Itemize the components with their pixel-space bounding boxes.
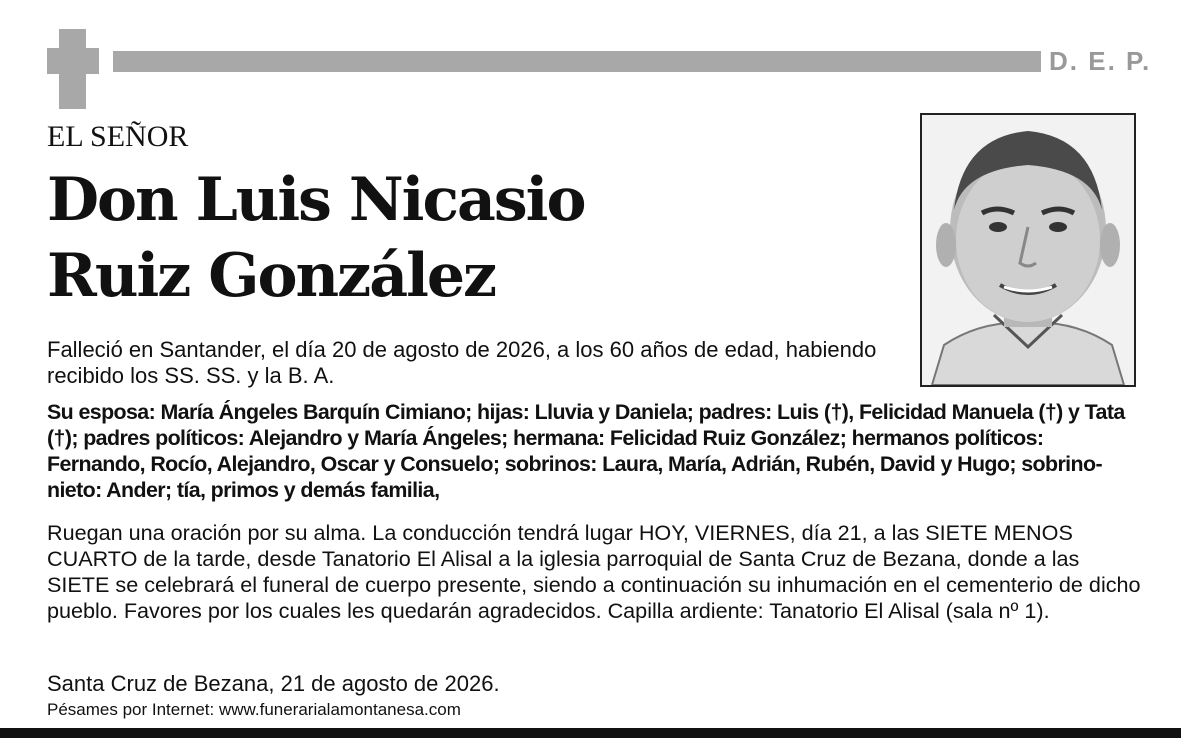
condolences-website: Pésames por Internet: www.funerarialamontanesa.com bbox=[47, 700, 461, 719]
family-list: Su esposa: María Ángeles Barquín Cimiano; hijas: Lluvia y Daniela; padres: Luis (†), Felicidad Manuela (†) y Tata (†); padres políticos: Alejandro y María Ángeles; hermana: Felicidad Ruiz González; hermanos políticos: Fernando, Rocío, Alejandro, Oscar y Consuelo; sobrinos: Laura, María, Adrián, Rubén, David y Hugo; sobrino-nieto: Ander; tía, primos y demás familia, bbox=[47, 400, 1125, 502]
honorific: EL SEÑOR bbox=[47, 120, 189, 153]
header-rule bbox=[113, 51, 1041, 72]
bottom-rule bbox=[0, 728, 1181, 738]
place-and-date: Santa Cruz de Bezana, 21 de agosto de 2026. bbox=[47, 671, 500, 696]
death-notice: Falleció en Santander, el día 20 de agosto de 2026, a los 60 años de edad, habiendo recibido los SS. SS. y la B. A. bbox=[47, 337, 877, 388]
deceased-name-line-2: Ruiz González bbox=[47, 241, 496, 311]
cross-icon-horizontal bbox=[47, 48, 99, 74]
dep-label: D. E. P. bbox=[1049, 46, 1152, 76]
funeral-service-details: Ruegan una oración por su alma. La conducción tendrá lugar HOY, VIERNES, día 21, a las SIETE MENOS CUARTO de la tarde, desde Tanatorio El Alisal a la iglesia parroquial de Santa Cruz de Bezana, donde a las SIETE se celebrará el funeral de cuerpo presente, siendo a continuación su inhumación en el cementerio de dicho pueblo. Favores por los cuales les quedarán agradecidos. Capilla ardiente: Tanatorio El Alisal (sala nº 1). bbox=[47, 520, 1141, 623]
deceased-name-line-1: Don Luis Nicasio bbox=[47, 165, 585, 235]
portrait-photo bbox=[920, 113, 1136, 387]
